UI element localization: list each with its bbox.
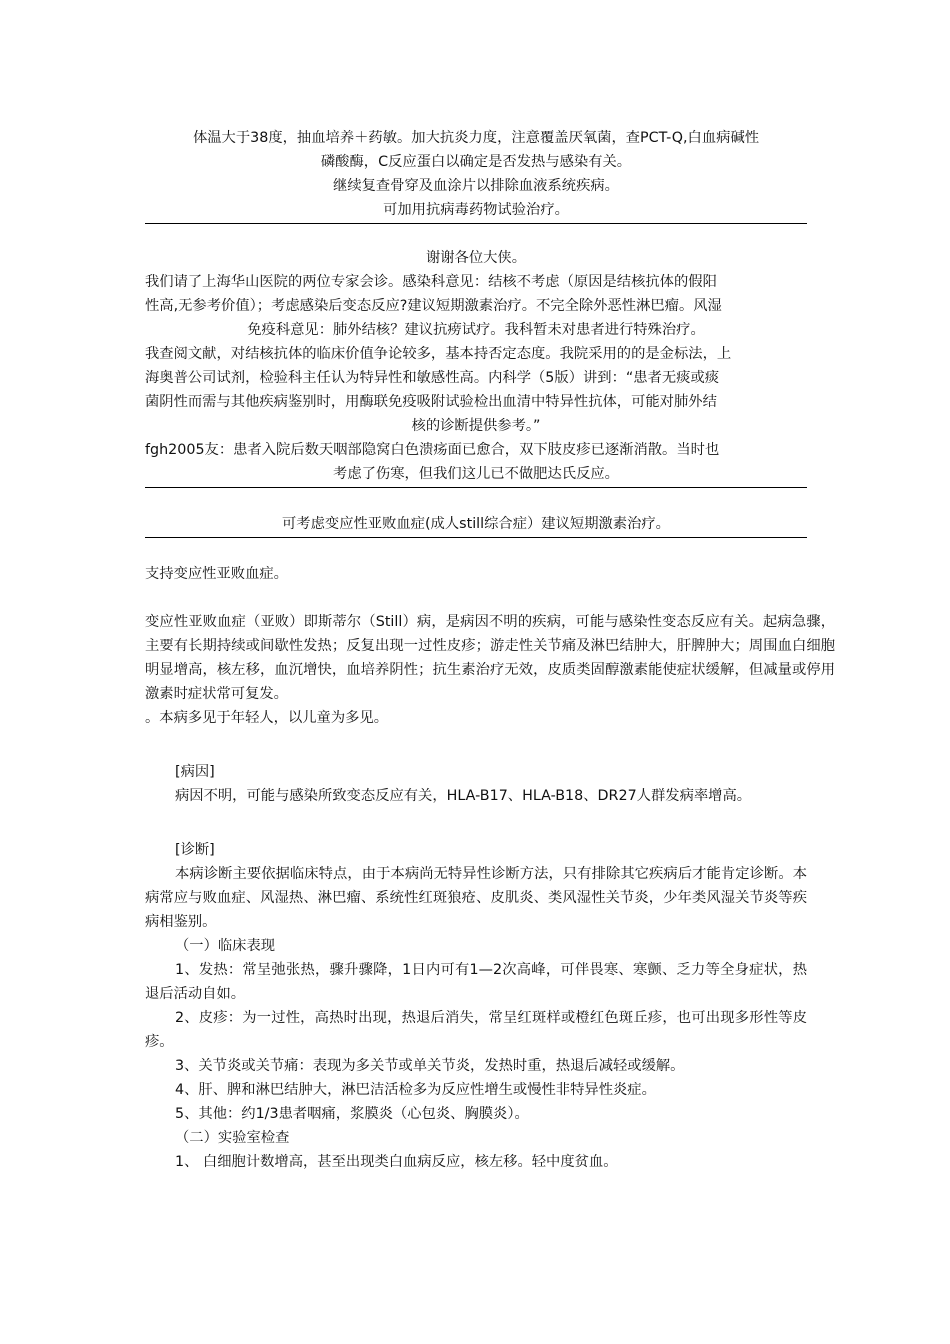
post1-line-4: 可加用抗病毒药物试验治疗。 [383,202,569,218]
clinical-item-fever: 1、发热：常呈弛张热，骤升骤降，1日内可有1—2次高峰，可伴畏寒、寒颤、乏力等全身症状，热退后活动自如。 [145,962,807,1002]
clinical-item-organs: 4、肝、脾和淋巴结肿大，淋巴洁活检多为反应性增生或慢性非特异性炎症。 [175,1082,656,1098]
post-4 [145,562,835,1174]
diagnosis-heading: [诊断] [175,842,215,858]
age-note: 。本病多见于年轻人，以儿童为多见。 [145,710,389,726]
post1-line-3: 继续复查骨穿及血涂片以排除血液系统疾病。 [333,178,619,194]
post-2 [145,246,807,486]
post2-consult-line-2: 性高,无参考价值）；考虑感染后变态反应?建议短期激素治疗。不完全除外恶性淋巴瘤。风湿 [145,298,722,314]
cause-text: 病因不明，可能与感染所致变态反应有关，HLA-B17、HLA-B18、DR27人群发病率增高。 [175,788,752,804]
post2-thanks: 谢谢各位大侠。 [425,250,527,266]
post2-reply-line-2: 考虑了伤寒，但我们这儿已不做肥达氏反应。 [333,466,619,482]
post-1 [145,126,807,222]
clinical-item-arthritis: 3、关节炎或关节痛：表现为多关节或单关节炎，发热时重，热退后减轻或缓解。 [175,1058,685,1074]
post-3 [145,512,807,536]
support-text: 支持变应性亚败血症。 [145,566,288,582]
lab-heading: （二）实验室检查 [175,1130,290,1146]
post2-consult-line-3: 免疫科意见：肺外结核？建议抗痨试疗。我科暂未对患者进行特殊治疗。 [247,322,705,338]
lab-item-wbc: 1、 白细胞计数增高，甚至出现类白血病反应，核左移。轻中度贫血。 [175,1154,618,1170]
post1-line-1: 体温大于38度，抽血培养＋药敏。加大抗炎力度，注意覆盖厌氧菌，查PCT-Q,白血病碱性 [192,130,760,146]
diagnosis-text: 本病诊断主要依据临床特点，由于本病尚无特异性诊断方法，只有排除其它疾病后才能肯定诊断。本病常应与败血症、风湿热、淋巴瘤、系统性红斑狼疮、皮肌炎、类风湿性关节炎，少年类风湿关节炎等疾病相鉴别。 [145,866,807,930]
post2-literature-line-4: 核的诊断提供参考。” [411,418,541,434]
post2-consult-line-1: 我们请了上海华山医院的两位专家会诊。感染科意见：结核不考虑（原因是结核抗体的假阳 [145,274,717,290]
post2-literature-line-2: 海奥普公司试剂，检验科主任认为特异性和敏感性高。内科学（5版）讲到：“患者无痰或痰 [145,370,720,386]
definition-paragraph: 变应性亚败血症（亚败）即斯蒂尔（Still）病，是病因不明的疾病，可能与感染性变态反应有关。起病急骤，主要有长期持续或间歇性发热；反复出现一过性皮疹；游走性关节痛及淋巴结肿大，肝脾肿大；周围血白细胞明显增高，核左移，血沉增快，血培养阴性；抗生素治疗无效，皮质类固醇激素能使症状缓解，但减量或停用激素时症状常可复发。 [145,614,835,702]
cause-heading: [病因] [175,764,215,780]
clinical-item-other: 5、其他：约1/3患者咽痛，浆膜炎（心包炎、胸膜炎）。 [175,1106,529,1122]
post1-line-2: 磷酸酶，C反应蛋白以确定是否发热与感染有关。 [320,154,632,170]
post2-literature-line-3: 菌阴性而需与其他疾病鉴别时，用酶联免疫吸附试验检出血清中特异性抗体，可能对肺外结 [145,394,717,410]
clinical-item-rash: 2、皮疹：为一过性，高热时出现，热退后消失，常呈红斑样或橙红色斑丘疹，也可出现多形性等皮疹。 [145,1010,807,1050]
divider-2 [145,487,807,488]
divider-1 [145,223,807,224]
divider-3 [145,537,807,538]
post2-reply-line-1: fgh2005友：患者入院后数天咽部隐窝白色溃疡面已愈合，双下肢皮疹已逐渐消散。当时也 [145,442,720,458]
clinical-heading: （一）临床表现 [175,938,276,954]
post2-literature-line-1: 我查阅文献，对结核抗体的临床价值争论较多，基本持否定态度。我院采用的的是金标法，上 [145,346,732,362]
document-page [145,126,835,1174]
post3-text: 可考虑变应性亚败血症(成人still综合症）建议短期激素治疗。 [282,516,670,532]
